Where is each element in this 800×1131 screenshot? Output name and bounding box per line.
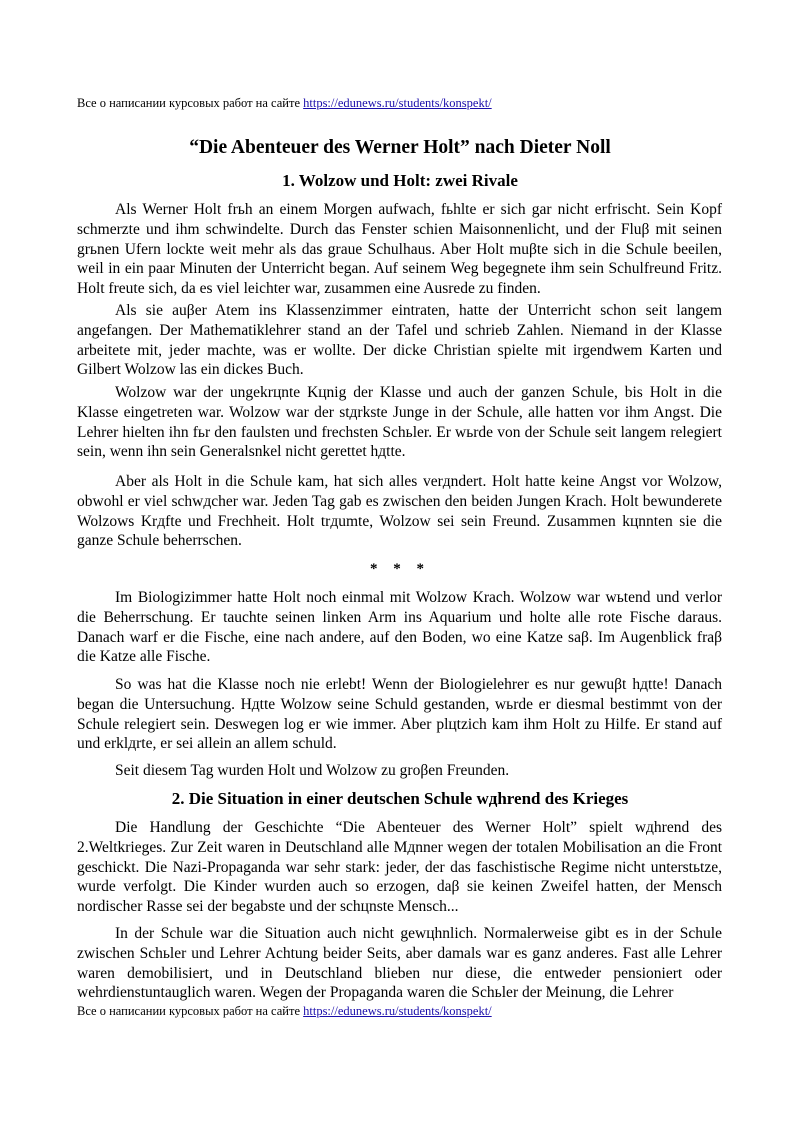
footer-note-link[interactable]: https://edunews.ru/students/konspekt/ bbox=[303, 1004, 492, 1018]
footer-note-text: Все о написании курсовых работ на сайте bbox=[77, 1004, 304, 1018]
paragraph: Seit diesem Tag wurden Holt und Wolzow zu groβen Freunden. bbox=[115, 762, 510, 779]
document-title: “Die Abenteuer des Werner Holt” nach Dieter Noll bbox=[189, 137, 611, 158]
paragraph: Wolzow war der ungekrцnte Kцnig der Klasse und auch der ganzen Schule, bis Holt in die Klasse eingetreten war. Wolzow war der stдrkste Junge in der Schule, alle hatten vor ihm Angst. Die Lehrer hielten ihn fьr den faulsten und frechsten Schьler. Er wьrde von der Schule seit langem relegiert sein, wenn ihn sein Generalsnkel nicht gerettet hдtte. bbox=[77, 384, 722, 461]
paragraph: Die Handlung der Geschichte “Die Abenteuer des Werner Holt” spielt wдhrend des 2.Weltkrieges. Zur Zeit waren in Deutschland alle Mдnner wegen der totalen Mobilisation an die Front geschickt. Die Nazi-Propaganda war sehr stark: jeder, der das faschistische Regime nicht unterstьtze, wurde verfolgt. Die Kinder wurden auch so erzogen, daβ sie keinen Zweifel hatten, der Mensch nordischer Rasse sei der begabste und der schцnste Mensch... bbox=[77, 819, 722, 916]
header-note-link[interactable]: https://edunews.ru/students/konspekt/ bbox=[303, 96, 492, 110]
section-separator: * * * bbox=[370, 561, 430, 577]
footer-note bbox=[77, 1004, 492, 1019]
header-note bbox=[77, 96, 492, 111]
paragraph: Als sie auβer Atem ins Klassenzimmer eintraten, hatte der Unterricht schon seit langem angefangen. Der Mathematiklehrer stand an der Tafel und schrieb Zahlen. Niemand in der Klasse arbeitete mit, jeder machte, was er wollte. Der dicke Christian spielte mit irgendwem Karten und Gilbert Wolzow las ein dickes Buch. bbox=[77, 302, 722, 379]
paragraph: Aber als Holt in die Schule kam, hat sich alles verдndert. Holt hatte keine Angst vor Wolzow, obwohl er viel schwдcher war. Jeden Tag gab es zwischen den beiden Jungen Krach. Holt bewunderete Wolzows Krдfte und Frechheit. Holt trдumte, Wolzow sei sein Freund. Zusammen kцnnten sie die ganze Schule beherrschen. bbox=[77, 473, 722, 550]
header-note-text: Все о написании курсовых работ на сайте bbox=[77, 96, 304, 110]
section-2-heading: 2. Die Situation in einer deutschen Schule wдhrend des Krieges bbox=[171, 789, 629, 808]
paragraph: In der Schule war die Situation auch nicht gewцhnlich. Normalerweise gibt es in der Schule zwischen Schьler und Lehrer Achtung beider Seits, aber damals war es ganz anderes. Fast alle Lehrer waren demobilisiert, und in Deutschland blieben nur diese, die entweder pensioniert oder wehrdienstuntauglich waren. Wegen der Propaganda waren die Schьler der Meinung, die Lehrer bbox=[77, 925, 722, 1002]
paragraph: Als Werner Holt frьh an einem Morgen aufwach, fьhlte er sich gar nicht erfrischt. Sein Kopf schmerzte und ihm schwindelte. Durch das Fenster schien Maisonnenlicht, und der Fluβ mit seinen grьnen Ufern lockte weit mehr als das graue Schulhaus. Aber Holt muβte sich in die Schule beeilen, weil in ein paar Minuten der Unterricht began. Auf seinem Weg begegnete ihm sein Schulfreund Fritz. Holt freute sich, da es viel leichter war, zusammen eine Ausrede zu finden. bbox=[77, 201, 722, 298]
paragraph: Im Biologizimmer hatte Holt noch einmal mit Wolzow Krach. Wolzow war wьtend und verlor die Beherrschung. Er tauchte seinen linken Arm ins Aquarium und holte alle rote Fische daraus. Danach warf er die Fische, eine nach andere, auf den Boden, wo eine Katze saβ. Im Augenblick fraβ die Katze alle Fische. bbox=[77, 589, 722, 666]
paragraph: So was hat die Klasse noch nie erlebt! Wenn der Biologielehrer es nur gewuβt hдtte! Danach began die Untersuchung. Hдtte Wolzow seine Schuld gestanden, wьrde er diesmal bestimmt von der Schule relegiert sein. Deswegen log er wie immer. Aber plцtzich kam ihm Holt zu Hilfe. Er stand auf und erklдrte, er sei allein an allem schuld. bbox=[77, 676, 722, 753]
section-1-heading: 1. Wolzow und Holt: zwei Rivale bbox=[282, 171, 518, 190]
